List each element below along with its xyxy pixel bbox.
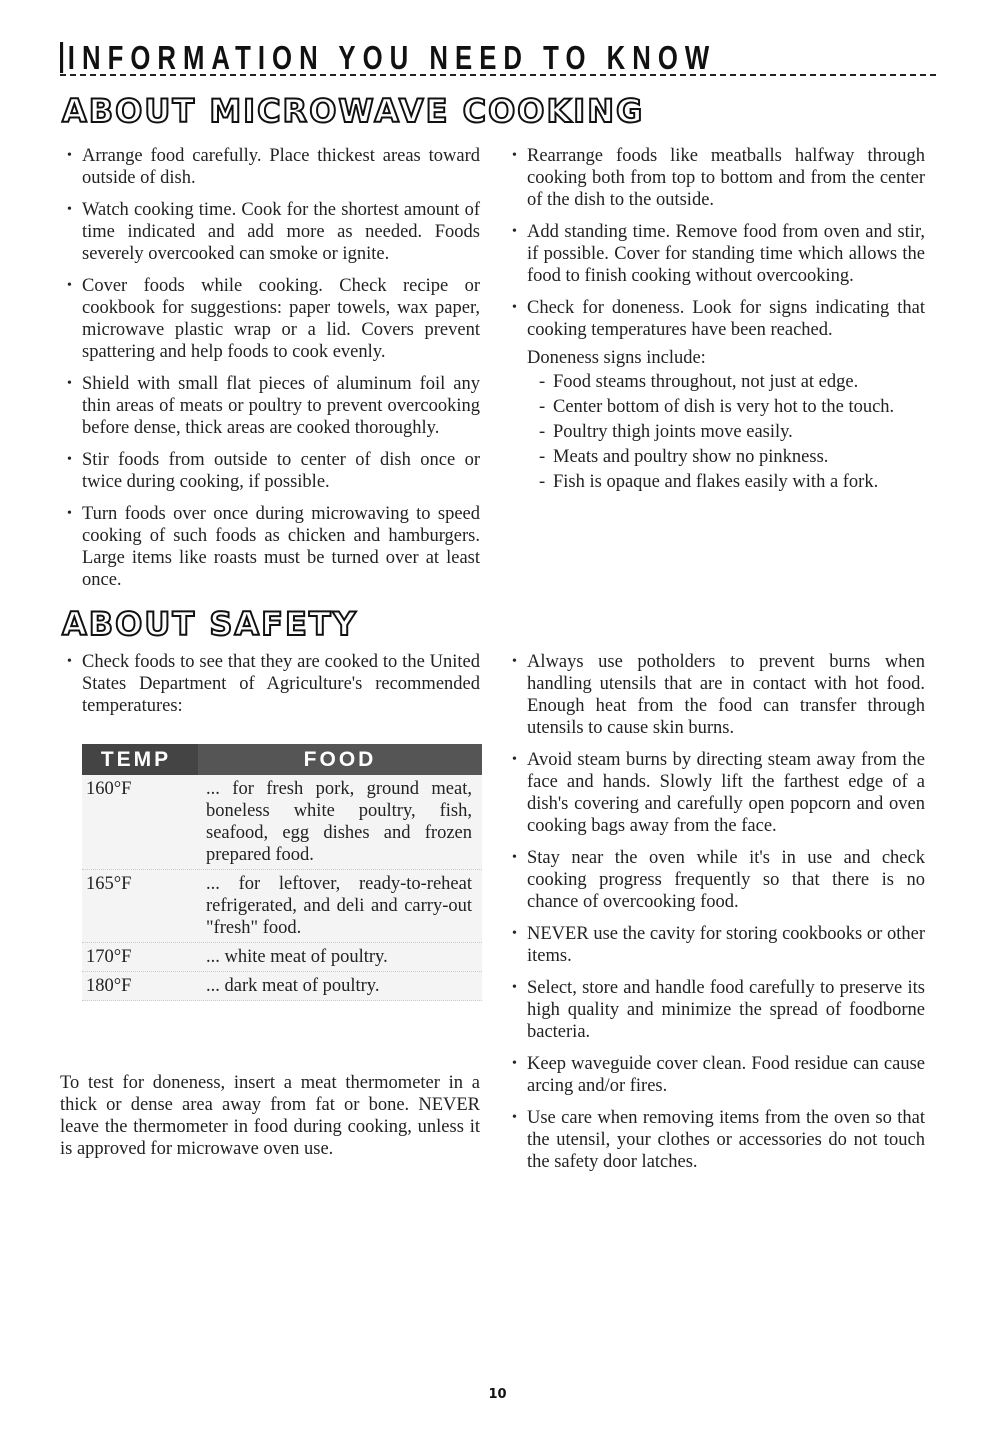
list-item: • Add standing time. Remove food from oven and stir, if possible. Cover for standing time which allows the food to finish cooking without overcooking.	[505, 221, 925, 287]
table-cell-temp: 170°F	[86, 947, 132, 967]
section-title-microwave-cooking: ABOUT MICROWAVE COOKING	[62, 92, 645, 130]
list-item: • Stir foods from outside to center of dish once or twice during cooking, if possible.	[60, 449, 480, 493]
microwave-left-column	[60, 145, 480, 601]
table-header-food: FOOD	[198, 744, 482, 775]
section-title-safety: ABOUT SAFETY	[62, 605, 358, 643]
list-item: • Check for doneness. Look for signs indicating that cooking temperatures have been reached.	[505, 297, 925, 341]
list-item: • Turn foods over once during microwaving to speed cooking of such foods as chicken and hamburgers. Large items like roasts must be turned over at least once.	[60, 503, 480, 591]
safety-right-column	[505, 651, 925, 1183]
table-cell-food: ... for fresh pork, ground meat, boneless white poultry, fish, seafood, egg dishes and frozen prepared food.	[206, 779, 472, 865]
table-row	[82, 775, 482, 870]
table-row	[82, 972, 482, 1001]
table-row	[82, 870, 482, 943]
list-item: • Use care when removing items from the oven so that the utensil, your clothes or accessories do not touch the safety door latches.	[505, 1107, 925, 1173]
doneness-sign: - Meats and poultry show no pinkness.	[539, 446, 925, 468]
table-cell-temp: 165°F	[86, 874, 132, 894]
doneness-lead: Doneness signs include:	[527, 348, 706, 368]
page-header-title: INFORMATION YOU NEED TO KNOW	[60, 38, 743, 78]
list-item: • Shield with small flat pieces of aluminum foil any thin areas of meats or poultry to prevent overcooking before dense, thick areas are cooked thoroughly.	[60, 373, 480, 439]
list-item: • Check foods to see that they are cooked to the United States Department of Agriculture's recommended temperatures:	[60, 651, 480, 717]
list-item: • Select, store and handle food carefully to preserve its high quality and minimize the spread of foodborne bacteria.	[505, 977, 925, 1043]
page-number: 10	[488, 1387, 507, 1402]
doneness-sign: - Center bottom of dish is very hot to the touch.	[539, 396, 925, 418]
list-item: • Rearrange foods like meatballs halfway through cooking both from top to bottom and from the center of the dish to the outside.	[505, 145, 925, 211]
temperature-table	[82, 744, 482, 1001]
table-header-temp: TEMP	[100, 747, 172, 771]
table-header	[82, 744, 482, 775]
table-cell-temp: 160°F	[86, 779, 132, 799]
table-cell-temp: 180°F	[86, 976, 132, 996]
doneness-test-paragraph: To test for doneness, insert a meat thermometer in a thick or dense area away from fat or bone. NEVER leave the thermometer in food during cooking, unless it is approved for microwave oven use.	[60, 1073, 480, 1159]
list-item: • Watch cooking time. Cook for the shortest amount of time indicated and add more as needed. Foods severely overcooked can smoke or ignite.	[60, 199, 480, 265]
list-item: • Arrange food carefully. Place thickest areas toward outside of dish.	[60, 145, 480, 189]
list-item: • Keep waveguide cover clean. Food residue can cause arcing and/or fires.	[505, 1053, 925, 1097]
microwave-right-column	[505, 145, 925, 496]
table-cell-food: ... dark meat of poultry.	[206, 976, 380, 996]
table-row	[82, 943, 482, 972]
list-item: • Stay near the oven while it's in use and check cooking progress frequently so that there is no chance of overcooking food.	[505, 847, 925, 913]
list-item: • Cover foods while cooking. Check recipe or cookbook for suggestions: paper towels, wax paper, microwave plastic wrap or a lid. Covers prevent spattering and help foods to cook evenly.	[60, 275, 480, 363]
doneness-sign: - Food steams throughout, not just at edge.	[539, 371, 925, 393]
list-item: • Always use potholders to prevent burns when handling utensils that are in contact with hot food. Enough heat from the food can transfer through utensils to cause skin burns.	[505, 651, 925, 739]
table-cell-food: ... white meat of poultry.	[206, 947, 388, 967]
list-item: • Avoid steam burns by directing steam away from the face and hands. Slowly lift the farthest edge of a dish's covering and carefully open popcorn and oven cooking bags away from the face.	[505, 749, 925, 837]
doneness-sign: - Fish is opaque and flakes easily with a fork.	[539, 471, 925, 493]
doneness-signs	[505, 347, 925, 493]
header-dashed-rule	[60, 74, 936, 76]
page-header	[60, 38, 936, 78]
doneness-sign: - Poultry thigh joints move easily.	[539, 421, 925, 443]
safety-intro	[60, 651, 480, 727]
table-cell-food: ... for leftover, ready-to-reheat refrigerated, and deli and carry-out "fresh" food.	[206, 874, 472, 938]
list-item: • NEVER use the cavity for storing cookbooks or other items.	[505, 923, 925, 967]
